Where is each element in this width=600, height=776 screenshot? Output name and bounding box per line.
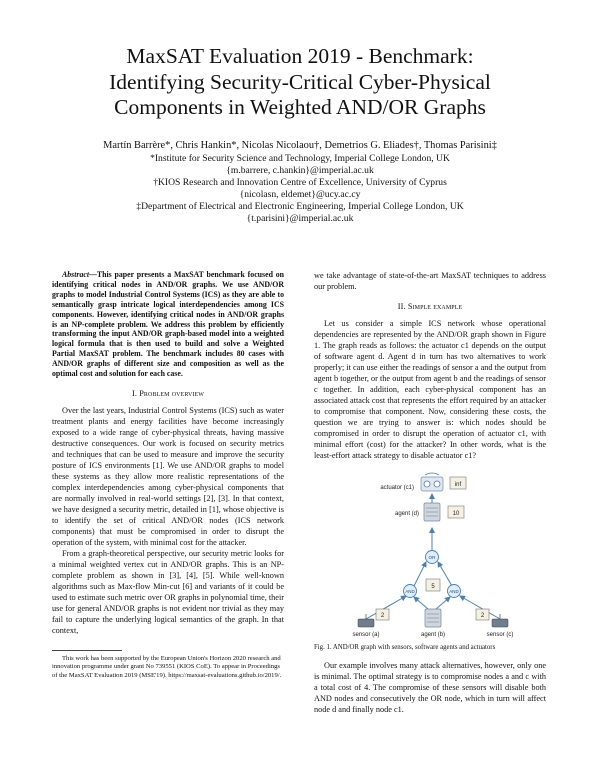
figure-caption: Fig. 1. AND/OR graph with sensors, software agents and actuators (314, 644, 496, 651)
paragraph: we take advantage of state-of-the-art MaxSAT techniques to address our problem. (314, 271, 546, 291)
section-title: Simple example (407, 302, 463, 311)
title-line: Identifying Security-Critical Cyber-Physical (109, 69, 491, 94)
affiliation-3: ‡Department of Electrical and Electronic Engineering, Imperial College London, UK (136, 201, 464, 212)
sensor-a-label: sensor (a) (352, 632, 380, 638)
title-line: Components in Weighted AND/OR Graphs (114, 95, 486, 119)
affiliation-2: †KIOS Research and Innovation Centre of Excellence, University of Cyprus (153, 177, 447, 188)
sensor-c-node (476, 609, 513, 638)
paragraph: Over the last years, Industrial Control Systems (ICS) such as water treatment plants and energy facilities have become increasingly exposed to a wide range of cyber-physical threats, having massive destructive consequences. Our work is focused on security metrics and techniques that can be used to measure and improve the security posture of ICS environments [1]. We use AND/OR graphs to model these systems as they allow more realistic representations of the complex interdependencies among cyber-physical components that are normally involved in real-world settings [2], [3]. In that context, we have designed a security metric, detailed in [1], whose objective is to identify the set of critical AND/OR nodes (ICS network components) that must be compromised in order to disrupt the operation of the system, with minimal cost for the attacker. (52, 405, 284, 547)
actuator-node (380, 473, 466, 491)
sensor-icon (358, 619, 374, 627)
and-node-right (448, 585, 461, 598)
paper-title (40, 44, 560, 121)
right-column (314, 270, 546, 715)
paragraph: From a graph-theoretical perspective, our security metric looks for a minimal weighted vertex cut in AND/OR graphs. This is an NP-complete problem as shown in [3], [4], [5]. While well-known algorithms such as Max-flow Min-cut [6] and variants of it could be used to estimate such metric over OR graphs in polynomial time, their use for general AND/OR graphs is not evident nor trivial as they may fail to capture the underlying logical semantics of the graph. In that context, (52, 548, 284, 635)
author-names: Martín Barrère*, Chris Hankin*, Nicolas Nicolaou†, Demetrios G. Eliades†, Thomas Parisini‡ (103, 140, 497, 151)
abstract (52, 270, 284, 379)
left-column (52, 270, 284, 680)
affiliation-3-email: {t.parisini}@imperial.ac.uk (246, 213, 354, 224)
actuator-label: actuator (c1) (380, 485, 414, 491)
agent-d-cost: 10 (452, 511, 460, 517)
and-or-graph (314, 469, 546, 641)
or-node (426, 551, 439, 564)
paragraph: Let us consider a simple ICS network whose operational dependencies are represented by the AND/OR graph shown in Figure 1. The graph reads as follows: the actuator c1 depends on the output of software agent d. Agent d in turn has two alternatives to work properly; it can use either the readings of sensor a and the output from agent b together, or the output from agent b and the readings of sensor c together. In addition, each cyber-physical component has an associated attack cost that represents the effort required by an attacker to compromise that component. Now, considering these costs, the question we are trying to answer is: which nodes should be compromised in order to disrupt the operation of actuator c1, with minimal effort (cost) for the attacker? In other words, what is the least-effort attack strategy to disable actuator c1? (314, 319, 546, 460)
actuator-cost: inf (454, 482, 462, 488)
section-title: Problem overview (139, 388, 205, 398)
figure-1 (314, 469, 546, 641)
agent-d-node (395, 503, 464, 521)
sensor-c-cost: 2 (480, 613, 485, 619)
affiliation-1: *Institute for Security Science and Technology, Imperial College London, UK (150, 153, 450, 164)
footnote: This work has been supported by the European Union's Horizon 2020 research and innovation programme under grant No 739551 (KIOS CoE). To appear in Proceedings of the MaxSAT Evaluation 2019 (MSE'19). https://maxsat-evaluations.github.io/2019/. (52, 654, 282, 679)
paragraph: Our example involves many attack alternatives, however, only one is minimal. The optimal strategy is to compromise nodes a and c with a total cost of 4. The compromise of these sensors will disable both AND nodes and consecutively the OR node, which in turn will affect node d and finally node c1. (314, 661, 546, 714)
section-heading-1 (52, 388, 284, 399)
section-number: I. (131, 388, 140, 398)
affiliation-1-email: {m.barrere, c.hankin}@imperial.ac.uk (226, 165, 374, 176)
section-number: II. (397, 302, 408, 311)
title-line: MaxSAT Evaluation 2019 - Benchmark: (126, 44, 474, 68)
or-label: OR (428, 555, 436, 560)
sensor-icon (492, 619, 508, 627)
agent-b-cost: 5 (431, 584, 435, 590)
author-block (40, 140, 560, 225)
abstract-text: —This paper presents a MaxSAT benchmark focused on identifying critical nodes in AND/OR graphs. We use AND/OR graphs to model Industrial Control Systems (ICS) as they are able to semantically grasp intricate logical interdependencies among ICS components. However, identifying critical nodes in AND/OR graphs is an NP-complete problem. We address this problem by efficiently transforming the input AND/OR graph-based model into a weighted logical formula that is then used to build and solve a Weighted Partial MaxSAT problem. The benchmark includes 80 cases with AND/OR graphs of different size and composition as well as the optimal cost and solution for each case. (52, 270, 284, 379)
abstract-label: Abstract (62, 270, 90, 279)
sensor-c-label: sensor (c) (486, 632, 514, 638)
agent-b-label: agent (b) (420, 632, 446, 638)
and-label: AND (405, 589, 415, 594)
and-label: AND (449, 589, 459, 594)
agent-b-node (421, 579, 445, 638)
sensor-a-cost: 2 (380, 613, 385, 619)
footnote-rule (52, 650, 122, 651)
affiliation-2-email: {nicolasn, eldemet}@ucy.ac.cy (239, 189, 361, 200)
agent-d-label: agent (d) (394, 511, 419, 517)
and-node-left (404, 585, 417, 598)
sensor-a-node (352, 609, 389, 638)
section-heading-2 (314, 301, 546, 312)
